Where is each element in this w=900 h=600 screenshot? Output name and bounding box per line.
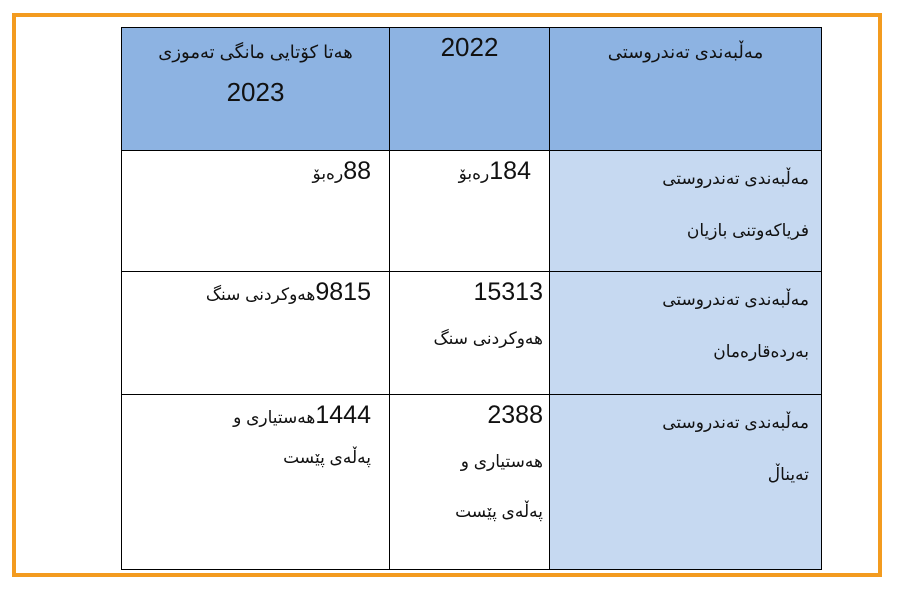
value-label: رەبۆ <box>312 164 344 183</box>
header-cell-center <box>550 28 822 151</box>
value-label-line2: پەڵەی پێست <box>283 448 371 467</box>
cell-center <box>550 151 822 272</box>
center-name-line1: مەڵبەندی تەندروستی <box>662 413 809 432</box>
center-name-line2: بەردەقارەمان <box>713 342 809 361</box>
header-until-year: 2023 <box>226 77 285 107</box>
value-number: 1444 <box>315 401 371 429</box>
cell-2023 <box>122 151 390 272</box>
value-label: هەستياری و <box>460 452 543 471</box>
value-number: 184 <box>489 157 531 185</box>
table-row <box>122 272 822 395</box>
value-number: 88 <box>343 157 371 185</box>
cell-center <box>550 272 822 395</box>
center-name-line1: مەڵبەندی تەندروستی <box>662 169 809 188</box>
value-number: 2388 <box>487 401 543 429</box>
value-label: هەوكردنی سنگ <box>205 285 316 304</box>
value-label: هەستياری و <box>233 408 316 427</box>
cell-2022 <box>390 272 550 395</box>
cell-2023 <box>122 395 390 570</box>
table-row <box>122 395 822 570</box>
header-year-2022: 2022 <box>440 32 499 62</box>
table-header-row <box>122 28 822 151</box>
table-row <box>122 151 822 272</box>
cell-2022 <box>390 395 550 570</box>
cell-2022 <box>390 151 550 272</box>
value-label: رەبۆ <box>458 164 490 183</box>
center-name-line1: مەڵبەندی تەندروستی <box>662 290 809 309</box>
cell-center <box>550 395 822 570</box>
statistics-table <box>121 27 822 570</box>
value-label-line2: پەڵەی پێست <box>455 502 543 521</box>
header-cell-2022 <box>390 28 550 151</box>
value-number: 9815 <box>315 278 371 306</box>
center-name-line2: تەيناڵ <box>767 465 809 484</box>
value-label: هەوكردنی سنگ <box>433 329 543 348</box>
center-name-line2: فرياكەوتنی بازيان <box>686 221 809 240</box>
header-until-label: هەتا كۆتايی مانگی تەموزی <box>158 42 353 62</box>
cell-2023 <box>122 272 390 395</box>
header-cell-2023 <box>122 28 390 151</box>
value-number: 15313 <box>473 278 543 306</box>
header-center-label: مەڵبەندی تەندروستی <box>607 42 764 62</box>
